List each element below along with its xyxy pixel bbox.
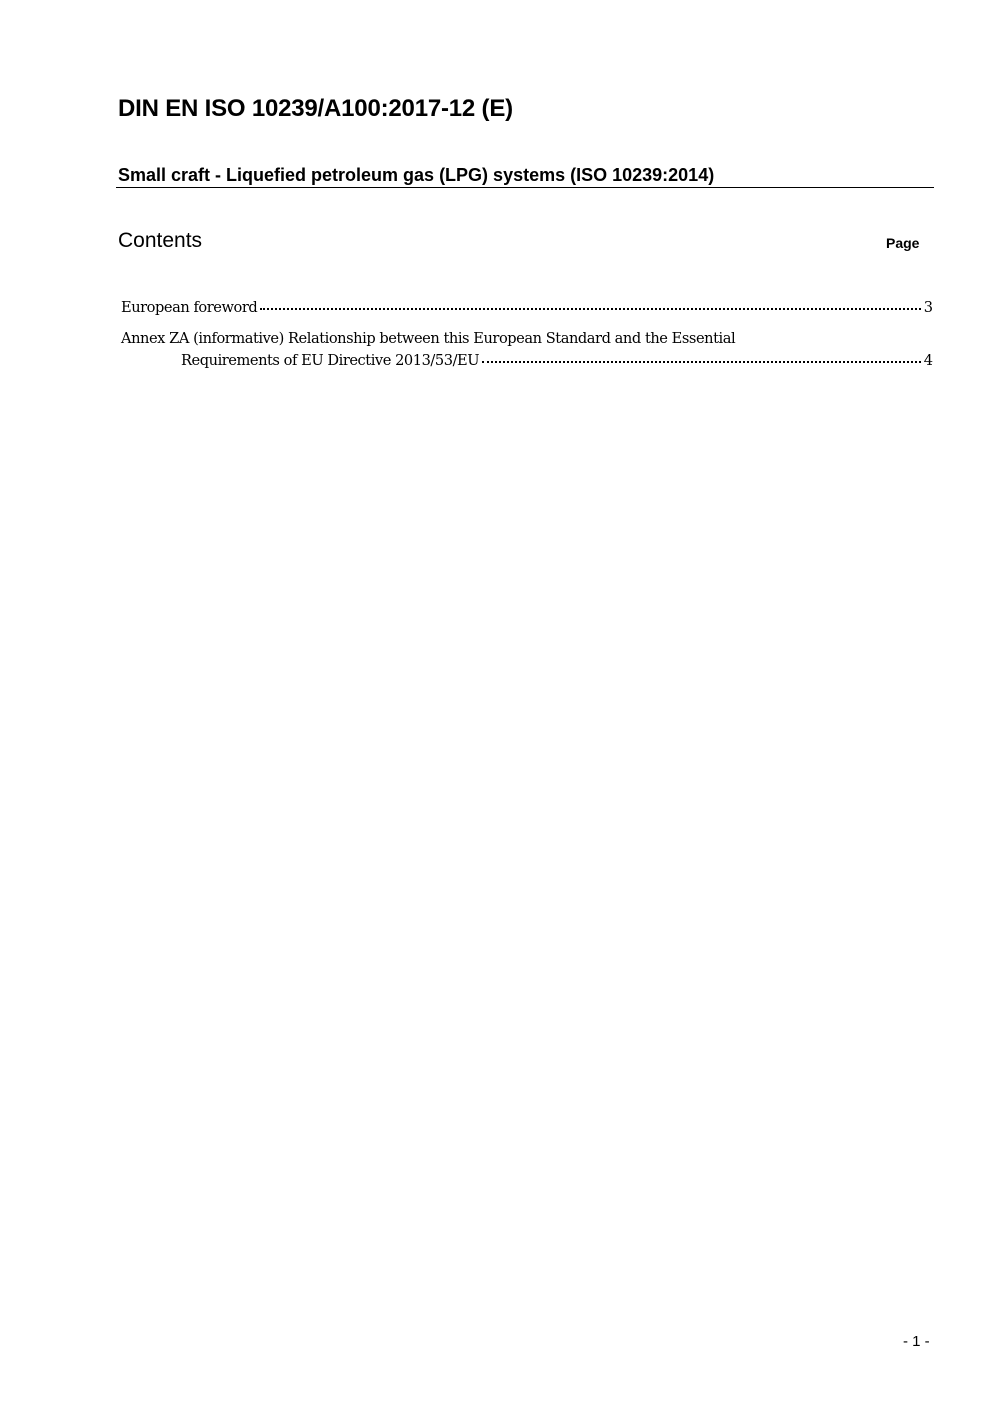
toc-entry-page-number: 3: [923, 299, 933, 316]
toc-entry-european-foreword[interactable]: [121, 297, 933, 319]
toc-entry-annex-za[interactable]: [121, 328, 933, 372]
page-footer-number: - 1 -: [903, 1333, 930, 1350]
page-column-heading: Page: [886, 235, 920, 251]
subtitle-underline-rule: [116, 187, 934, 188]
document-title: DIN EN ISO 10239/A100:2017-12 (E): [118, 95, 513, 122]
toc-dot-leader: [260, 304, 920, 310]
toc-entry-label-line1: Annex ZA (informative) Relationship between this European Standard and the Essential: [121, 330, 736, 347]
toc-entry-label-line2: Requirements of EU Directive 2013/53/EU: [181, 352, 480, 369]
table-of-contents: [121, 297, 933, 372]
toc-entry-page-number: 4: [923, 352, 933, 369]
toc-dot-leader: [482, 357, 921, 363]
document-subtitle: Small craft - Liquefied petroleum gas (LPG) systems (ISO 10239:2014): [118, 165, 715, 185]
toc-entry-label: European foreword: [121, 299, 258, 316]
contents-heading: Contents: [118, 229, 203, 252]
